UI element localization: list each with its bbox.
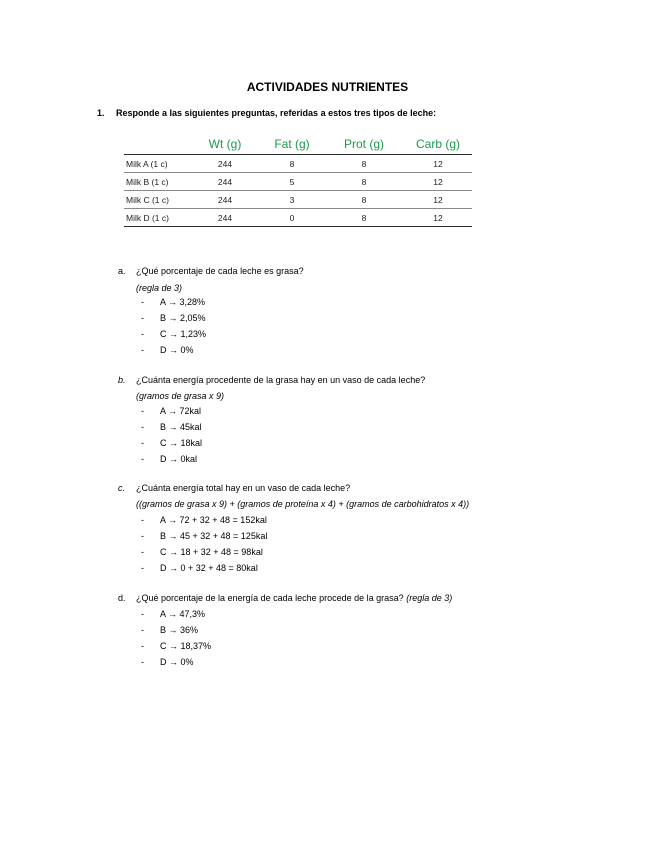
dash: -: [141, 406, 144, 416]
dash: -: [141, 313, 144, 323]
table-cell: 0: [260, 209, 324, 227]
subquestion-a: [118, 266, 304, 276]
question-1: [97, 108, 436, 118]
dash: -: [141, 422, 144, 432]
answer-text: B → 36%: [160, 625, 199, 635]
answer-text: A → 47,3%: [160, 609, 206, 619]
header-cell: Prot (g): [324, 134, 404, 155]
answer-text: A → 72kal: [160, 406, 202, 416]
answer-text: C → 18kal: [160, 438, 203, 448]
subquestion-hint: (regla de 3): [406, 593, 453, 603]
dash: -: [141, 297, 144, 307]
list-item: [141, 294, 206, 310]
list-item: [141, 419, 202, 435]
subquestion-hint: (regla de 3): [136, 283, 183, 293]
subquestion-label: b.: [118, 375, 126, 385]
page-title: ACTIVIDADES NUTRIENTES: [246, 80, 409, 94]
subquestion-hint: (gramos de grasa x 9): [136, 391, 225, 401]
answer-list: [141, 512, 267, 576]
list-item: [141, 435, 202, 451]
answer-text: D → 0 + 32 + 48 = 80kal: [160, 563, 258, 573]
table-row: [124, 155, 472, 173]
answer-text: D → 0kal: [160, 454, 198, 464]
answer-text: C → 1,23%: [160, 329, 207, 339]
dash: -: [141, 563, 144, 573]
table-row: [124, 209, 472, 227]
answer-text: B → 45kal: [160, 422, 202, 432]
subquestion-label: d.: [118, 593, 126, 603]
header-cell: Carb (g): [404, 134, 472, 155]
dash: -: [141, 438, 144, 448]
table-cell: Milk C (1 c): [124, 191, 190, 209]
answer-text: B → 2,05%: [160, 313, 206, 323]
dash: -: [141, 329, 144, 339]
table-cell: 12: [404, 173, 472, 191]
table-cell: 12: [404, 155, 472, 173]
subquestion-text: ¿Qué porcentaje de cada leche es grasa?: [136, 266, 304, 276]
list-item: [141, 560, 267, 576]
table-cell: 5: [260, 173, 324, 191]
table-header-row: [124, 134, 472, 155]
subquestion-label: a.: [118, 266, 126, 276]
dash: -: [141, 515, 144, 525]
answer-text: A → 3,28%: [160, 297, 206, 307]
dash: -: [141, 625, 144, 635]
header-cell: Fat (g): [260, 134, 324, 155]
answer-list: [141, 403, 202, 467]
table-cell: Milk B (1 c): [124, 173, 190, 191]
list-item: [141, 622, 211, 638]
list-item: [141, 528, 267, 544]
dash: -: [141, 609, 144, 619]
dash: -: [141, 547, 144, 557]
list-item: [141, 403, 202, 419]
dash: -: [141, 345, 144, 355]
answer-text: C → 18,37%: [160, 641, 212, 651]
table-cell: 3: [260, 191, 324, 209]
list-item: [141, 638, 211, 654]
dash: -: [141, 454, 144, 464]
question-text: Responde a las siguientes preguntas, referidas a estos tres tipos de leche:: [116, 108, 437, 118]
nutrient-table: [124, 134, 472, 227]
answer-text: D → 0%: [160, 657, 194, 667]
table-cell: 244: [190, 155, 260, 173]
table-cell: 8: [260, 155, 324, 173]
question-number: 1.: [97, 108, 105, 118]
list-item: [141, 544, 267, 560]
table-row: [124, 173, 472, 191]
list-item: [141, 451, 202, 467]
table-cell: 12: [404, 191, 472, 209]
list-item: [141, 342, 206, 358]
table-cell: 8: [324, 191, 404, 209]
dash: -: [141, 531, 144, 541]
subquestion-label: c.: [118, 483, 126, 493]
subquestion-d: [118, 593, 452, 603]
list-item: [141, 326, 206, 342]
table-cell: 244: [190, 209, 260, 227]
subquestion-hint: ((gramos de grasa x 9) + (gramos de proteína x 4) + (gramos de carbohidratos x 4)): [136, 499, 470, 509]
subquestion-text: ¿Cuánta energía procedente de la grasa hay en un vaso de cada leche?: [136, 375, 426, 385]
answer-text: A → 72 + 32 + 48 = 152kal: [160, 515, 267, 525]
header-cell: Wt (g): [190, 134, 260, 155]
table-cell: 8: [324, 173, 404, 191]
table-cell: Milk A (1 c): [124, 155, 190, 173]
table-row: [124, 191, 472, 209]
answer-text: D → 0%: [160, 345, 194, 355]
dash: -: [141, 657, 144, 667]
list-item: [141, 606, 211, 622]
table-cell: 244: [190, 173, 260, 191]
subquestion-text: ¿Cuánta energía total hay en un vaso de cada leche?: [136, 483, 351, 493]
table-cell: 12: [404, 209, 472, 227]
list-item: [141, 310, 206, 326]
answer-text: C → 18 + 32 + 48 = 98kal: [160, 547, 263, 557]
subquestion-b: [118, 375, 425, 385]
answer-text: B → 45 + 32 + 48 = 125kal: [160, 531, 268, 541]
dash: -: [141, 641, 144, 651]
list-item: [141, 654, 211, 670]
table-cell: 8: [324, 209, 404, 227]
header-cell: [124, 134, 190, 155]
answer-list: [141, 294, 206, 358]
answer-list: [141, 606, 211, 670]
table-cell: 8: [324, 155, 404, 173]
list-item: [141, 512, 267, 528]
subquestion-text: ¿Qué porcentaje de la energía de cada leche procede de la grasa?: [136, 593, 404, 603]
table-cell: 244: [190, 191, 260, 209]
subquestion-c: [118, 483, 350, 493]
table-cell: Milk D (1 c): [124, 209, 190, 227]
